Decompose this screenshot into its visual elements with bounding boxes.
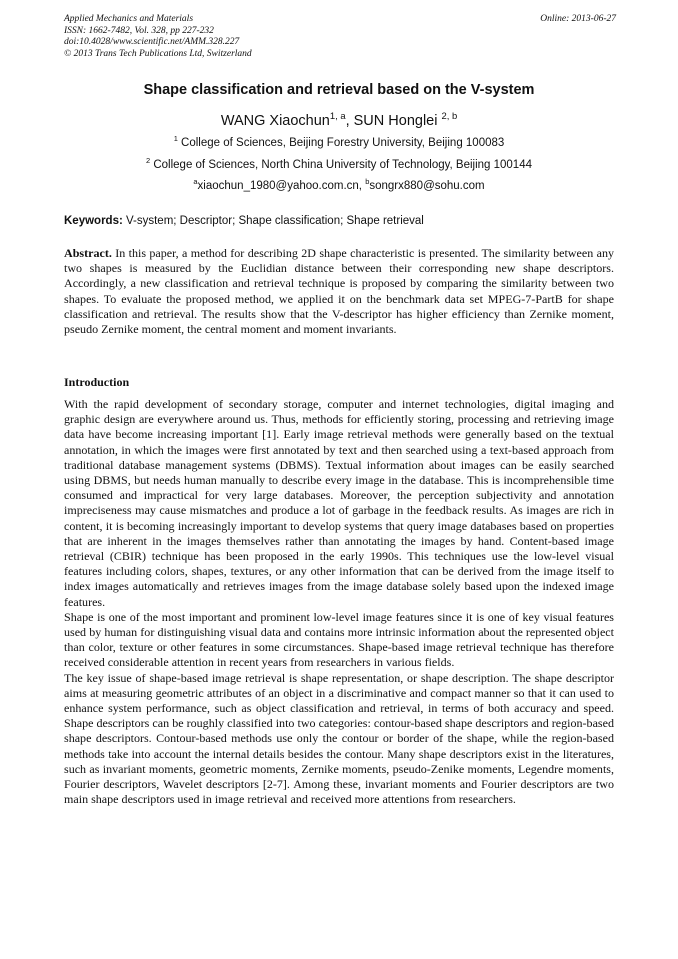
journal-header — [64, 14, 616, 60]
author-2-sup: 2, b — [441, 110, 458, 122]
copyright-line: © 2013 Trans Tech Publications Ltd, Switzerland — [64, 48, 252, 59]
introduction-body — [64, 397, 614, 807]
issn-line: ISSN: 1662-7482, Vol. 328, pp 227-232 — [64, 25, 214, 36]
intro-paragraph-3: The key issue of shape-based image retrieval is shape representation, or shape description. The shape descriptor aims at measuring geometric attributes of an object in a discriminative and compact manner so that it can used to enhance system performance, such as object classification and retrieval, in terms of both accuracy and speed. Shape descriptors can be roughly classified into two categories: contour-based shape descriptors and region-based shape descriptors. Contour-based methods use only the contour or border of the shape, while the region-based methods take into account the internal details besides the contour. Many shape descriptors exist in the literatures, such as invariant moments, geometric moments, Zernike moments, pseudo-Zenike moments, Legendre moments, Fourier descriptors, Wavelet descriptors [2-7]. Among these, invariant moments and Fourier descriptors are two main shape descriptors used in image retrieval and received more attentions from researchers. — [64, 670, 614, 807]
author-line — [0, 110, 678, 129]
author-2: SUN Honglei — [353, 113, 442, 129]
section-heading-introduction: Introduction — [64, 375, 130, 389]
affiliation-1-sup: 1 — [173, 134, 178, 144]
abstract — [64, 246, 614, 337]
intro-paragraph-1: With the rapid development of secondary storage, computer and internet technologies, digital imaging and graphic design are everywhere around us. Thus, methods for efficiently storing, processing and retrieving image data have become increasing important [1]. Early image retrieval methods were generally based on the textual annotation, in which the images were first annotated by text and then searched using a text-based approach from traditional database management systems (DBMS). Textual information about images can be easily searched using DBMS, but needs human manually to describe every image in the database. This is incomprehensible time consumed and impractical for very large databases. Moreover, the perception subjectivity and annotation impreciseness may cause mismatches and produce a lot of garbage in the feedback results. As images are rich in content, it is becoming increasingly important to develop systems that query image databases based on properties that are inherent in the images themselves rather than annotating the images by hand. Content-based image retrieval (CBIR) technique has been proposed in the early 1990s. This techniques use the low-level visual features including colors, shapes, textures, or any other information that can be derived from the image itself to index images automatically and retrieves images from the image database solely based upon the indexed image features. — [64, 397, 614, 609]
online-date: Online: 2013-06-27 — [540, 14, 616, 24]
affiliation-1 — [0, 134, 678, 149]
email-a: xiaochun_1980@yahoo.com.cn, — [197, 180, 366, 192]
keywords-label: Keywords: — [64, 215, 123, 227]
keywords — [64, 215, 424, 227]
email-line — [0, 177, 678, 192]
email-b-sup: b — [365, 177, 370, 187]
email-b: songrx880@sohu.com — [369, 180, 485, 192]
affiliation-2-text: College of Sciences, North China University of Technology, Beijing 100144 — [150, 159, 532, 171]
affiliation-2-sup: 2 — [145, 156, 151, 166]
paper-title: Shape classification and retrieval based on the V-system — [143, 82, 535, 98]
doi-line: doi:10.4028/www.scientific.net/AMM.328.227 — [64, 37, 240, 47]
affiliation-2 — [0, 156, 678, 171]
affiliation-1-text: College of Sciences, Beijing Forestry University, Beijing 100083 — [177, 137, 505, 149]
keywords-text: V-system; Descriptor; Shape classification; Shape retrieval — [122, 215, 424, 227]
email-a-sup: a — [193, 177, 198, 187]
author-1-sup: 1, a — [329, 110, 346, 122]
journal-name: Applied Mechanics and Materials — [64, 14, 194, 24]
author-1: WANG Xiaochun — [220, 113, 330, 129]
intro-paragraph-2: Shape is one of the most important and prominent low-level image features since it is one of key visual features used by human for distinguishing visual data and contains more intrinsic information about the represented object than color, texture or other features in some circumstances. Shape-based image retrieval technique has therefore received considerable attention in recent years from researchers in various fields. — [64, 609, 614, 670]
abstract-text: In this paper, a method for describing 2D shape characteristic is presented. The similarity between any two shapes is measured by the Euclidian distance between their corresponding new shape descriptors. Accordingly, a new classification and retrieval technique is proposed by comparing the similarity between two shapes. To evaluate the proposed method, we applied it on the benchmark data set MPEG-7-PartB for shape classification and retrieval. The results show that the V-descriptor has higher efficiency than Zernike moment, pseudo Zernike moment, the central moment and moment invariants. — [64, 246, 614, 337]
abstract-label: Abstract. — [64, 246, 112, 260]
author-separator: , — [345, 113, 354, 129]
